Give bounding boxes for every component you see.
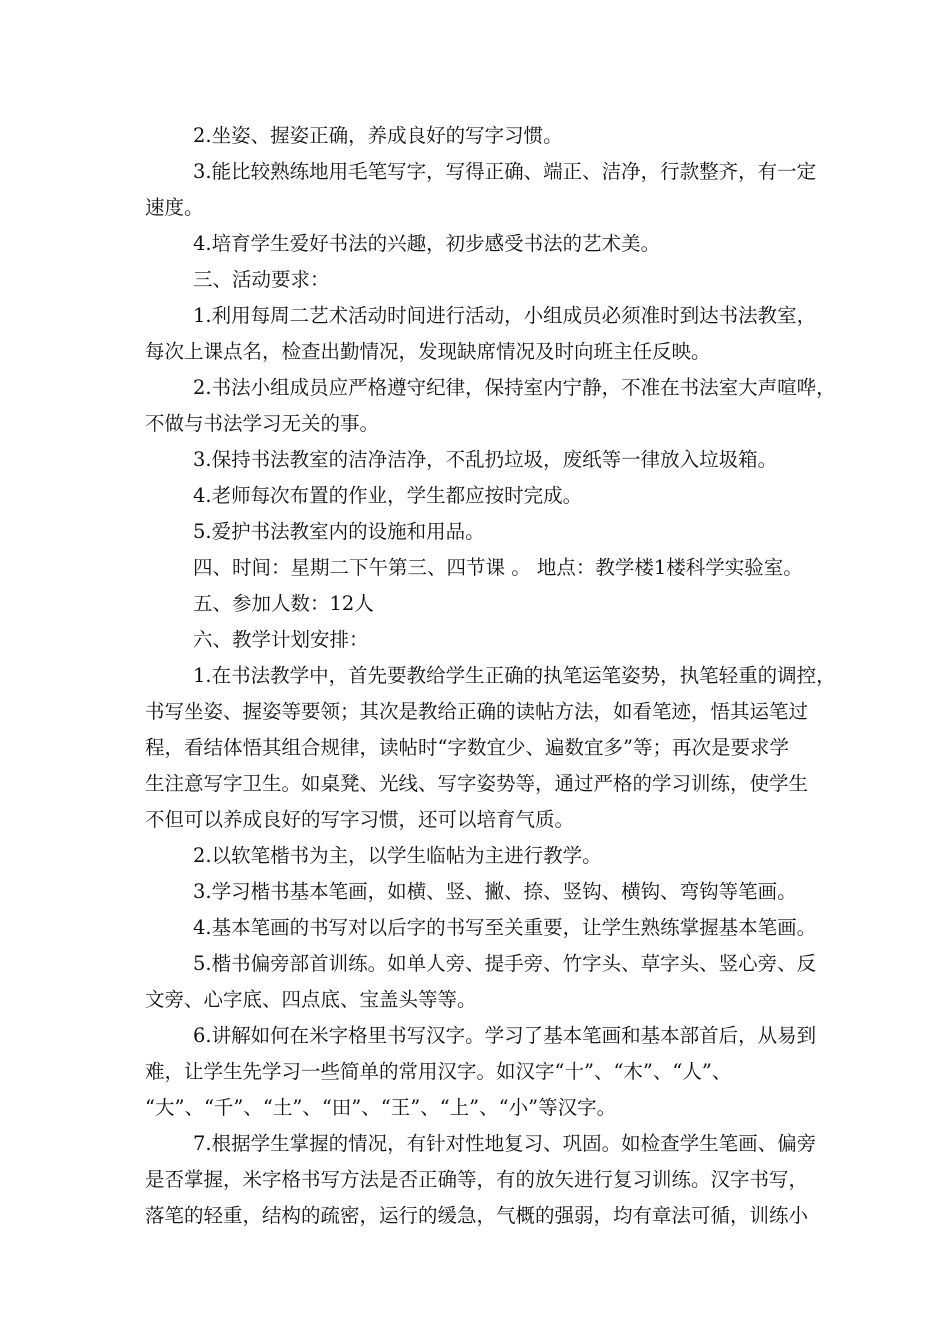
text-line: 难，让学生先学习一些简单的常用汉字。如汉字“十”、“木”、“人”、: [145, 1060, 732, 1083]
paragraph: [145, 1126, 817, 1234]
paragraph: [145, 874, 802, 910]
paragraph: [145, 622, 802, 658]
paragraph: [145, 262, 802, 298]
text-line: 四、时间：星期二下午第三、四节课 。 地点：教学楼1楼科学实验室。: [193, 556, 803, 579]
paragraph: [145, 1018, 817, 1126]
paragraph: [145, 226, 802, 262]
text-line: 3.保持书法教室的洁净洁净，不乱扔垃圾，废纸等一律放入垃圾箱。: [193, 448, 778, 471]
paragraph: [145, 658, 836, 838]
text-line: 2.坐姿、握姿正确，养成良好的写字习惯。: [193, 124, 563, 147]
paragraph: [145, 946, 817, 1018]
paragraph: [145, 370, 836, 442]
text-line: 2.书法小组成员应严格遵守纪律，保持室内宁静，不准在书法室大声喧哗，: [193, 376, 836, 399]
paragraph: [145, 118, 802, 154]
text-line: 不做与书法学习无关的事。: [145, 412, 380, 435]
text-line: 文旁、心字底、四点底、宝盖头等等。: [145, 988, 477, 1011]
text-line: 5.楷书偏旁部首训练。如单人旁、提手旁、竹字头、草字头、竖心旁、反: [193, 952, 817, 975]
text-line: 3.能比较熟练地用毛笔写字，写得正确、端正、洁净，行款整齐，有一定: [193, 160, 817, 183]
paragraph: [145, 550, 802, 586]
paragraph: [145, 910, 817, 946]
paragraph: [145, 478, 802, 514]
text-line: 3.学习楷书基本笔画，如横、竖、撇、捺、竖钩、横钩、弯钩等笔画。: [193, 880, 797, 903]
text-line: 六、教学计划安排：: [193, 628, 369, 651]
text-line: 4.培育学生爱好书法的兴趣，初步感受书法的艺术美。: [193, 232, 661, 255]
paragraph: [145, 298, 817, 370]
paragraph: [145, 514, 802, 550]
text-line: “大”、“千”、“土”、“田”、“王”、“上”、“小”等汉字。: [145, 1096, 617, 1119]
paragraph: [145, 154, 817, 226]
text-line: 4.老师每次布置的作业，学生都应按时完成。: [193, 484, 583, 507]
text-line: 五、参加人数：12人: [193, 592, 374, 615]
text-line: 7.根据学生掌握的情况，有针对性地复习、巩固。如检查学生笔画、偏旁: [193, 1132, 817, 1155]
paragraph: [145, 442, 802, 478]
text-line: 每次上课点名，检查出勤情况，发现缺席情况及时向班主任反映。: [145, 340, 711, 363]
text-line: 落笔的轻重，结构的疏密，运行的缓急，气概的强弱，均有章法可循，训练小: [145, 1204, 809, 1227]
text-line: 三、活动要求：: [193, 268, 330, 291]
text-line: 6.讲解如何在米字格里书写汉字。学习了基本笔画和基本部首后，从易到: [193, 1024, 817, 1047]
text-line: 速度。: [145, 196, 204, 219]
text-line: 是否掌握，米字格书写方法是否正确等，有的放矢进行复习训练。汉字书写，: [145, 1168, 809, 1191]
text-line: 生注意写字卫生。如桌凳、光线、写字姿势等，通过严格的学习训练，使学生: [145, 772, 809, 795]
text-line: 1.在书法教学中，首先要教给学生正确的执笔运笔姿势，执笔轻重的调控，: [193, 664, 836, 687]
text-line: 书写坐姿、握姿等要领；其次是教给正确的读帖方法，如看笔迹，悟其运笔过: [145, 700, 809, 723]
text-line: 不但可以养成良好的写字习惯，还可以培育气质。: [145, 808, 575, 831]
text-line: 1.利用每周二艺术活动时间进行活动，小组成员必须准时到达书法教室，: [193, 304, 817, 327]
text-line: 5.爱护书法教室内的设施和用品。: [193, 520, 485, 543]
text-line: 4.基本笔画的书写对以后字的书写至关重要，让学生熟练掌握基本笔画。: [193, 916, 817, 939]
paragraph: [145, 586, 802, 622]
paragraph: [145, 838, 802, 874]
text-line: 2.以软笔楷书为主，以学生临帖为主进行教学。: [193, 844, 602, 867]
text-line: 程，看结体悟其组合规律，读帖时“字数宜少、遍数宜多”等；再次是要求学: [145, 736, 789, 759]
